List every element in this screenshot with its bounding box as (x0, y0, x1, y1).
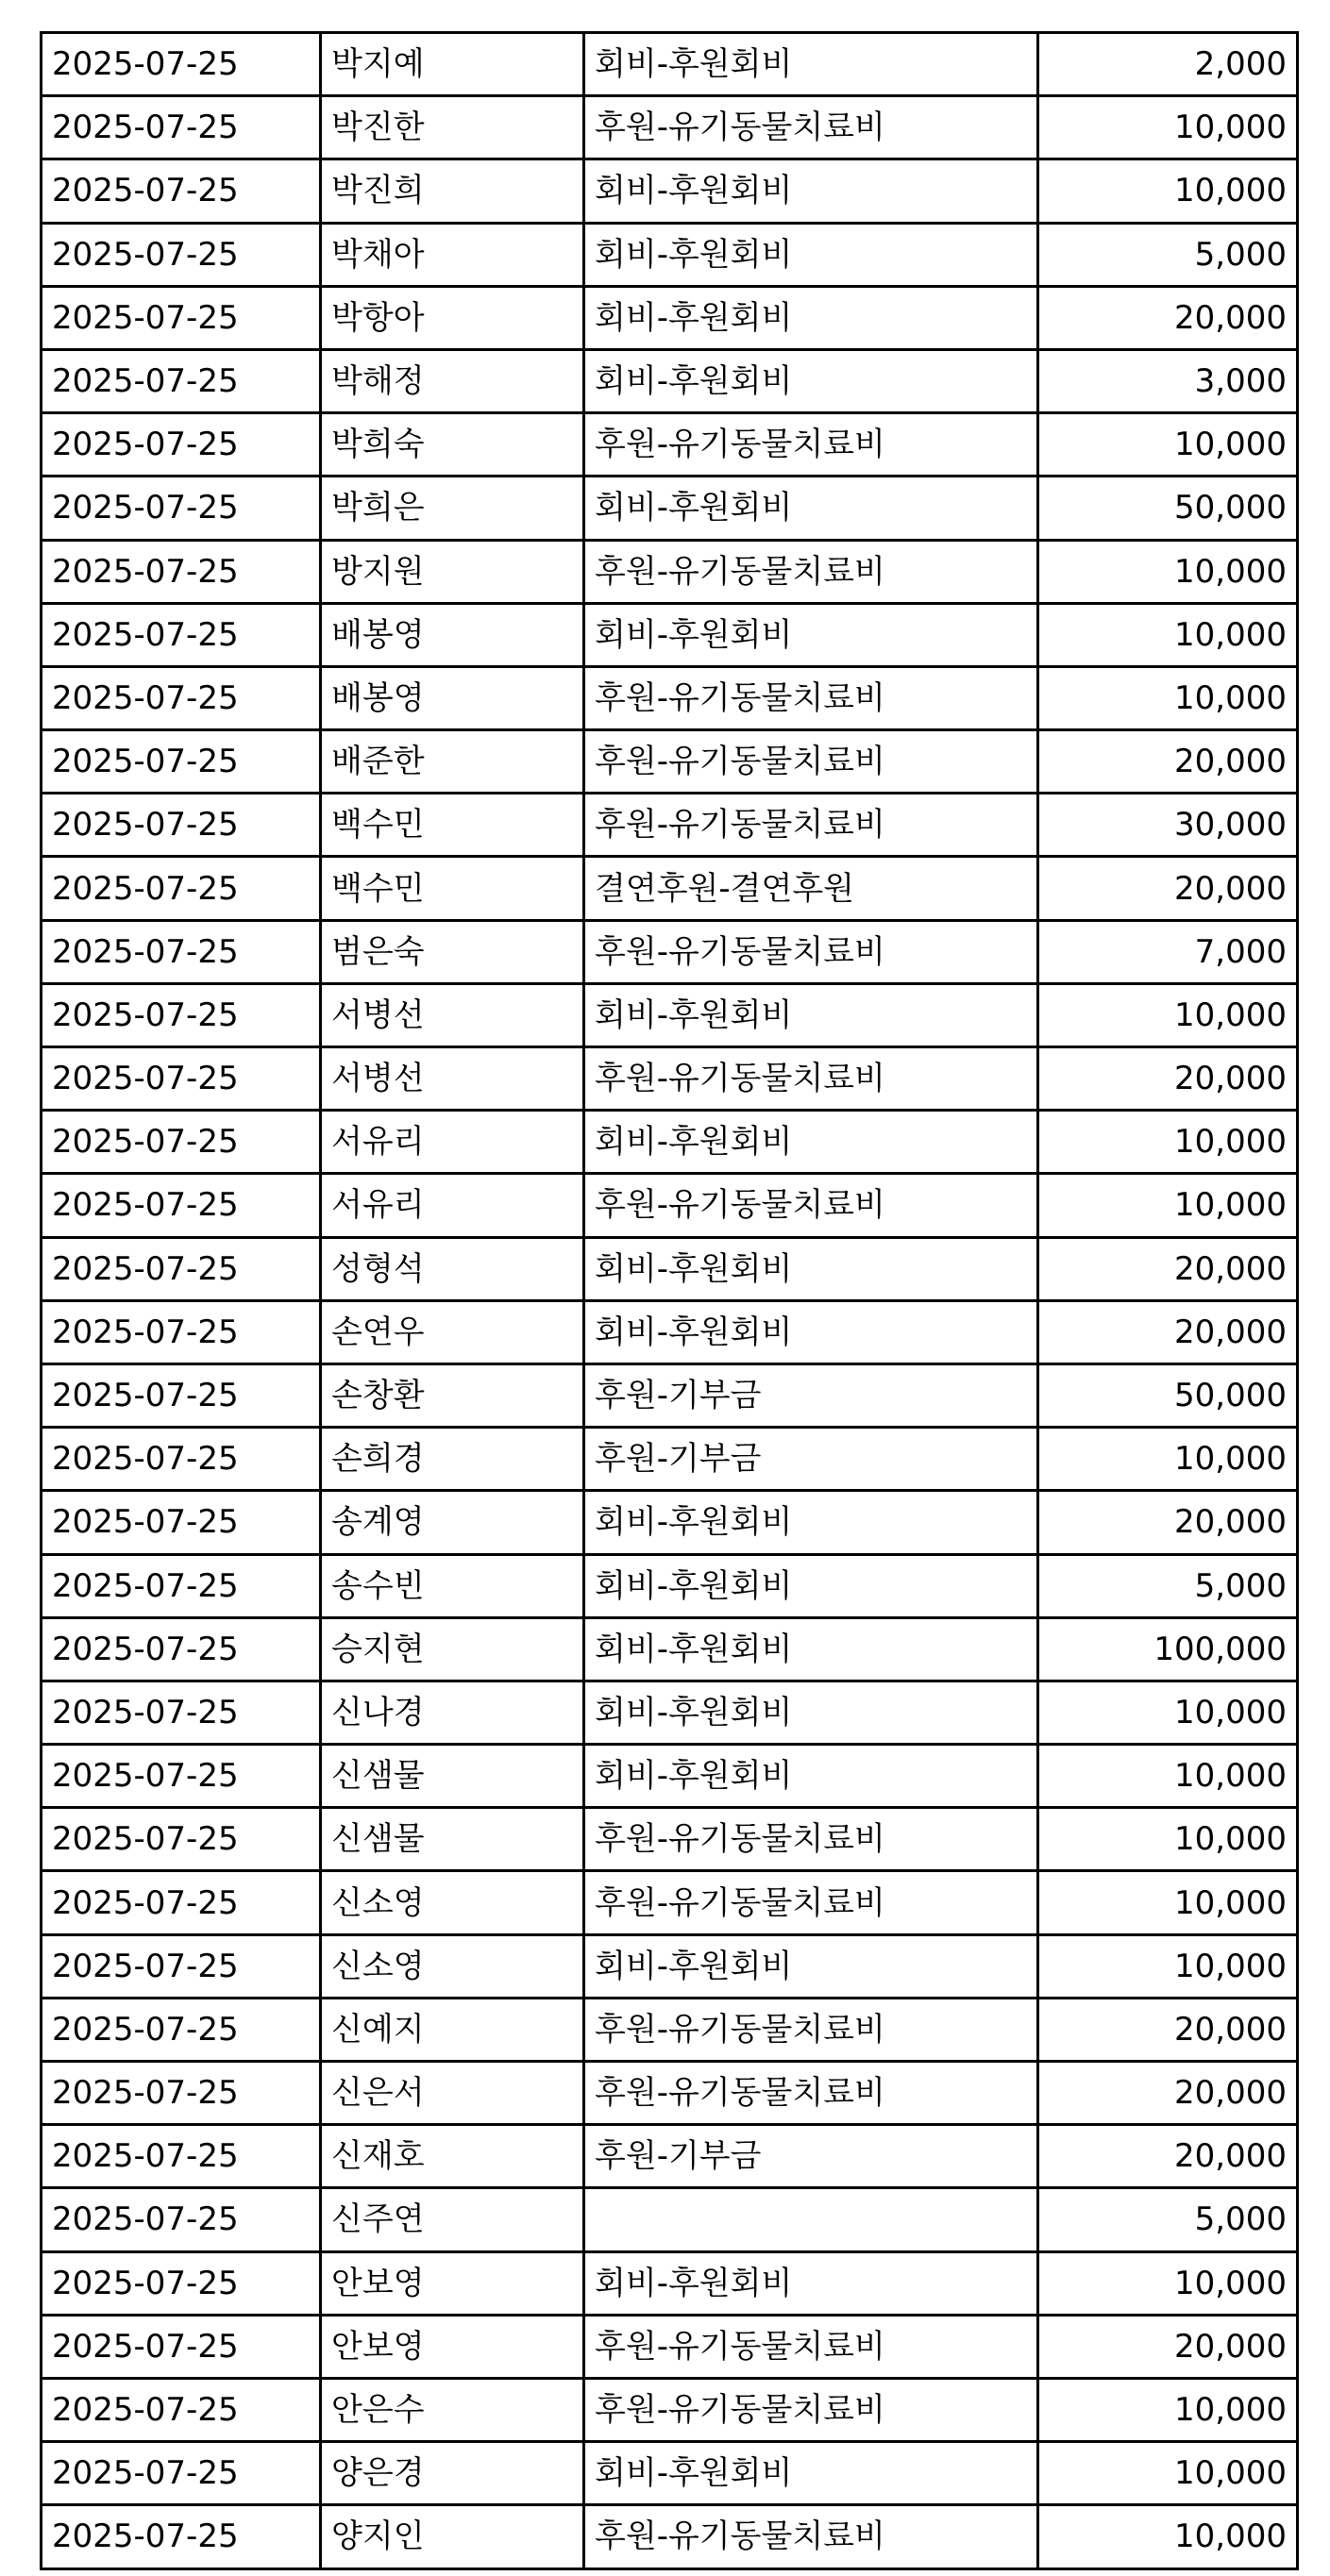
date-cell: 2025-07-25 (42, 794, 321, 857)
category-cell: 후원-유기동물치료비 (584, 2062, 1038, 2125)
table-row (42, 666, 1298, 729)
date-cell: 2025-07-25 (42, 1871, 321, 1934)
name-cell: 양은경 (321, 2442, 584, 2505)
amount-cell: 10,000 (1038, 666, 1298, 729)
date-cell: 2025-07-25 (42, 603, 321, 666)
category-cell: 회비-후원회비 (584, 1617, 1038, 1681)
name-cell: 안보영 (321, 2315, 584, 2378)
category-cell: 후원-유기동물치료비 (584, 794, 1038, 857)
category-cell: 후원-유기동물치료비 (584, 1871, 1038, 1934)
table-row (42, 730, 1298, 794)
name-cell: 박진희 (321, 159, 584, 223)
table-row (42, 1808, 1298, 1871)
name-cell: 송계영 (321, 1491, 584, 1554)
name-cell: 백수민 (321, 794, 584, 857)
table-row (42, 1554, 1298, 1617)
date-cell: 2025-07-25 (42, 286, 321, 349)
category-cell: 회비-후원회비 (584, 983, 1038, 1046)
name-cell: 박채아 (321, 223, 584, 286)
category-cell: 회비-후원회비 (584, 159, 1038, 223)
name-cell: 방지원 (321, 540, 584, 603)
amount-cell: 10,000 (1038, 2442, 1298, 2505)
table-row (42, 1300, 1298, 1363)
category-cell: 회비-후원회비 (584, 2251, 1038, 2315)
table-row (42, 2505, 1298, 2568)
amount-cell: 10,000 (1038, 1871, 1298, 1934)
date-cell: 2025-07-25 (42, 159, 321, 223)
date-cell: 2025-07-25 (42, 1745, 321, 1808)
amount-cell: 50,000 (1038, 1363, 1298, 1427)
table-row (42, 1428, 1298, 1491)
date-cell: 2025-07-25 (42, 920, 321, 983)
date-cell: 2025-07-25 (42, 2188, 321, 2251)
name-cell: 양지인 (321, 2505, 584, 2568)
amount-cell: 3,000 (1038, 349, 1298, 412)
amount-cell: 10,000 (1038, 603, 1298, 666)
table-row (42, 920, 1298, 983)
name-cell: 범은숙 (321, 920, 584, 983)
name-cell: 안은수 (321, 2378, 584, 2441)
category-cell: 후원-유기동물치료비 (584, 666, 1038, 729)
category-cell: 후원-유기동물치료비 (584, 2315, 1038, 2378)
amount-cell: 100,000 (1038, 1617, 1298, 1681)
table-row (42, 413, 1298, 477)
name-cell: 안보영 (321, 2251, 584, 2315)
name-cell: 박희숙 (321, 413, 584, 477)
category-cell: 결연후원-결연후원 (584, 857, 1038, 920)
table-row (42, 857, 1298, 920)
table-row (42, 540, 1298, 603)
amount-cell: 10,000 (1038, 1934, 1298, 1998)
name-cell: 신샘물 (321, 1808, 584, 1871)
amount-cell: 10,000 (1038, 2505, 1298, 2568)
date-cell: 2025-07-25 (42, 2315, 321, 2378)
date-cell: 2025-07-25 (42, 1428, 321, 1491)
date-cell: 2025-07-25 (42, 2125, 321, 2188)
date-cell: 2025-07-25 (42, 2442, 321, 2505)
date-cell: 2025-07-25 (42, 2062, 321, 2125)
table-row (42, 1363, 1298, 1427)
category-cell: 후원-유기동물치료비 (584, 1998, 1038, 2061)
table-row (42, 2442, 1298, 2505)
amount-cell: 10,000 (1038, 2378, 1298, 2441)
category-cell: 후원-유기동물치료비 (584, 2505, 1038, 2568)
name-cell: 신재호 (321, 2125, 584, 2188)
category-cell: 회비-후원회비 (584, 1111, 1038, 1174)
category-cell: 회비-후원회비 (584, 1491, 1038, 1554)
date-cell: 2025-07-25 (42, 1491, 321, 1554)
table-row (42, 2251, 1298, 2315)
amount-cell: 10,000 (1038, 1174, 1298, 1237)
table-row (42, 603, 1298, 666)
date-cell: 2025-07-25 (42, 33, 321, 96)
category-cell: 회비-후원회비 (584, 1934, 1038, 1998)
table-row (42, 96, 1298, 159)
table-row (42, 477, 1298, 540)
name-cell: 배준한 (321, 730, 584, 794)
amount-cell: 10,000 (1038, 159, 1298, 223)
category-cell: 회비-후원회비 (584, 1554, 1038, 1617)
name-cell: 손창환 (321, 1363, 584, 1427)
table-row (42, 33, 1298, 96)
table-row (42, 2378, 1298, 2441)
name-cell: 신소영 (321, 1871, 584, 1934)
amount-cell: 10,000 (1038, 1681, 1298, 1744)
date-cell: 2025-07-25 (42, 1174, 321, 1237)
name-cell: 신샘물 (321, 1745, 584, 1808)
table-row (42, 1998, 1298, 2061)
amount-cell: 10,000 (1038, 1111, 1298, 1174)
category-cell (584, 2188, 1038, 2251)
category-cell: 회비-후원회비 (584, 1681, 1038, 1744)
table-row (42, 1491, 1298, 1554)
name-cell: 박항아 (321, 286, 584, 349)
category-cell: 회비-후원회비 (584, 349, 1038, 412)
name-cell: 배봉영 (321, 603, 584, 666)
name-cell: 백수민 (321, 857, 584, 920)
date-cell: 2025-07-25 (42, 413, 321, 477)
name-cell: 배봉영 (321, 666, 584, 729)
table-row (42, 286, 1298, 349)
category-cell: 후원-유기동물치료비 (584, 2378, 1038, 2441)
name-cell: 신은서 (321, 2062, 584, 2125)
name-cell: 박지예 (321, 33, 584, 96)
date-cell: 2025-07-25 (42, 2251, 321, 2315)
amount-cell: 10,000 (1038, 983, 1298, 1046)
date-cell: 2025-07-25 (42, 1237, 321, 1300)
category-cell: 회비-후원회비 (584, 223, 1038, 286)
table-row (42, 1047, 1298, 1111)
date-cell: 2025-07-25 (42, 983, 321, 1046)
date-cell: 2025-07-25 (42, 1681, 321, 1744)
category-cell: 후원-유기동물치료비 (584, 920, 1038, 983)
table-row (42, 2125, 1298, 2188)
amount-cell: 10,000 (1038, 1745, 1298, 1808)
amount-cell: 30,000 (1038, 794, 1298, 857)
date-cell: 2025-07-25 (42, 2378, 321, 2441)
name-cell: 박진한 (321, 96, 584, 159)
amount-cell: 20,000 (1038, 1047, 1298, 1111)
category-cell: 후원-기부금 (584, 1363, 1038, 1427)
date-cell: 2025-07-25 (42, 730, 321, 794)
category-cell: 회비-후원회비 (584, 1300, 1038, 1363)
category-cell: 회비-후원회비 (584, 603, 1038, 666)
date-cell: 2025-07-25 (42, 1047, 321, 1111)
category-cell: 회비-후원회비 (584, 477, 1038, 540)
name-cell: 서병선 (321, 1047, 584, 1111)
date-cell: 2025-07-25 (42, 1111, 321, 1174)
table-row (42, 983, 1298, 1046)
date-cell: 2025-07-25 (42, 857, 321, 920)
amount-cell: 20,000 (1038, 2062, 1298, 2125)
date-cell: 2025-07-25 (42, 1934, 321, 1998)
date-cell: 2025-07-25 (42, 1617, 321, 1681)
amount-cell: 5,000 (1038, 1554, 1298, 1617)
date-cell: 2025-07-25 (42, 1808, 321, 1871)
name-cell: 송수빈 (321, 1554, 584, 1617)
category-cell: 후원-유기동물치료비 (584, 1174, 1038, 1237)
table-row (42, 1174, 1298, 1237)
category-cell: 후원-유기동물치료비 (584, 540, 1038, 603)
date-cell: 2025-07-25 (42, 223, 321, 286)
name-cell: 서유리 (321, 1111, 584, 1174)
amount-cell: 20,000 (1038, 1998, 1298, 2061)
name-cell: 신예지 (321, 1998, 584, 2061)
amount-cell: 50,000 (1038, 477, 1298, 540)
amount-cell: 10,000 (1038, 1808, 1298, 1871)
amount-cell: 2,000 (1038, 33, 1298, 96)
name-cell: 신소영 (321, 1934, 584, 1998)
category-cell: 회비-후원회비 (584, 2442, 1038, 2505)
category-cell: 회비-후원회비 (584, 286, 1038, 349)
amount-cell: 10,000 (1038, 413, 1298, 477)
name-cell: 박해정 (321, 349, 584, 412)
date-cell: 2025-07-25 (42, 666, 321, 729)
donation-ledger-table (40, 31, 1299, 2570)
amount-cell: 5,000 (1038, 223, 1298, 286)
amount-cell: 10,000 (1038, 540, 1298, 603)
category-cell: 후원-유기동물치료비 (584, 1808, 1038, 1871)
amount-cell: 20,000 (1038, 857, 1298, 920)
date-cell: 2025-07-25 (42, 477, 321, 540)
category-cell: 후원-유기동물치료비 (584, 96, 1038, 159)
amount-cell: 20,000 (1038, 2125, 1298, 2188)
table-row (42, 1617, 1298, 1681)
category-cell: 후원-유기동물치료비 (584, 1047, 1038, 1111)
date-cell: 2025-07-25 (42, 96, 321, 159)
table-row (42, 2188, 1298, 2251)
name-cell: 서병선 (321, 983, 584, 1046)
name-cell: 손희경 (321, 1428, 584, 1491)
table-row (42, 1237, 1298, 1300)
amount-cell: 20,000 (1038, 730, 1298, 794)
amount-cell: 10,000 (1038, 2251, 1298, 2315)
name-cell: 신나경 (321, 1681, 584, 1744)
table-row (42, 159, 1298, 223)
category-cell: 회비-후원회비 (584, 33, 1038, 96)
table-row (42, 1871, 1298, 1934)
date-cell: 2025-07-25 (42, 1300, 321, 1363)
category-cell: 후원-유기동물치료비 (584, 730, 1038, 794)
table-row (42, 2062, 1298, 2125)
name-cell: 손연우 (321, 1300, 584, 1363)
date-cell: 2025-07-25 (42, 1363, 321, 1427)
name-cell: 박희은 (321, 477, 584, 540)
table-row (42, 2315, 1298, 2378)
category-cell: 회비-후원회비 (584, 1745, 1038, 1808)
table-row (42, 1681, 1298, 1744)
amount-cell: 20,000 (1038, 2315, 1298, 2378)
date-cell: 2025-07-25 (42, 349, 321, 412)
date-cell: 2025-07-25 (42, 2505, 321, 2568)
name-cell: 승지현 (321, 1617, 584, 1681)
amount-cell: 10,000 (1038, 96, 1298, 159)
table-row (42, 1745, 1298, 1808)
table-row (42, 223, 1298, 286)
name-cell: 신주연 (321, 2188, 584, 2251)
date-cell: 2025-07-25 (42, 1998, 321, 2061)
table-row (42, 349, 1298, 412)
amount-cell: 20,000 (1038, 286, 1298, 349)
table-row (42, 1111, 1298, 1174)
name-cell: 서유리 (321, 1174, 584, 1237)
category-cell: 후원-기부금 (584, 2125, 1038, 2188)
date-cell: 2025-07-25 (42, 1554, 321, 1617)
category-cell: 회비-후원회비 (584, 1237, 1038, 1300)
category-cell: 후원-기부금 (584, 1428, 1038, 1491)
amount-cell: 20,000 (1038, 1300, 1298, 1363)
amount-cell: 5,000 (1038, 2188, 1298, 2251)
name-cell: 성형석 (321, 1237, 584, 1300)
ledger-body (42, 33, 1298, 2569)
amount-cell: 7,000 (1038, 920, 1298, 983)
amount-cell: 10,000 (1038, 1428, 1298, 1491)
table-row (42, 794, 1298, 857)
category-cell: 후원-유기동물치료비 (584, 413, 1038, 477)
date-cell: 2025-07-25 (42, 540, 321, 603)
amount-cell: 20,000 (1038, 1491, 1298, 1554)
amount-cell: 20,000 (1038, 1237, 1298, 1300)
table-row (42, 1934, 1298, 1998)
